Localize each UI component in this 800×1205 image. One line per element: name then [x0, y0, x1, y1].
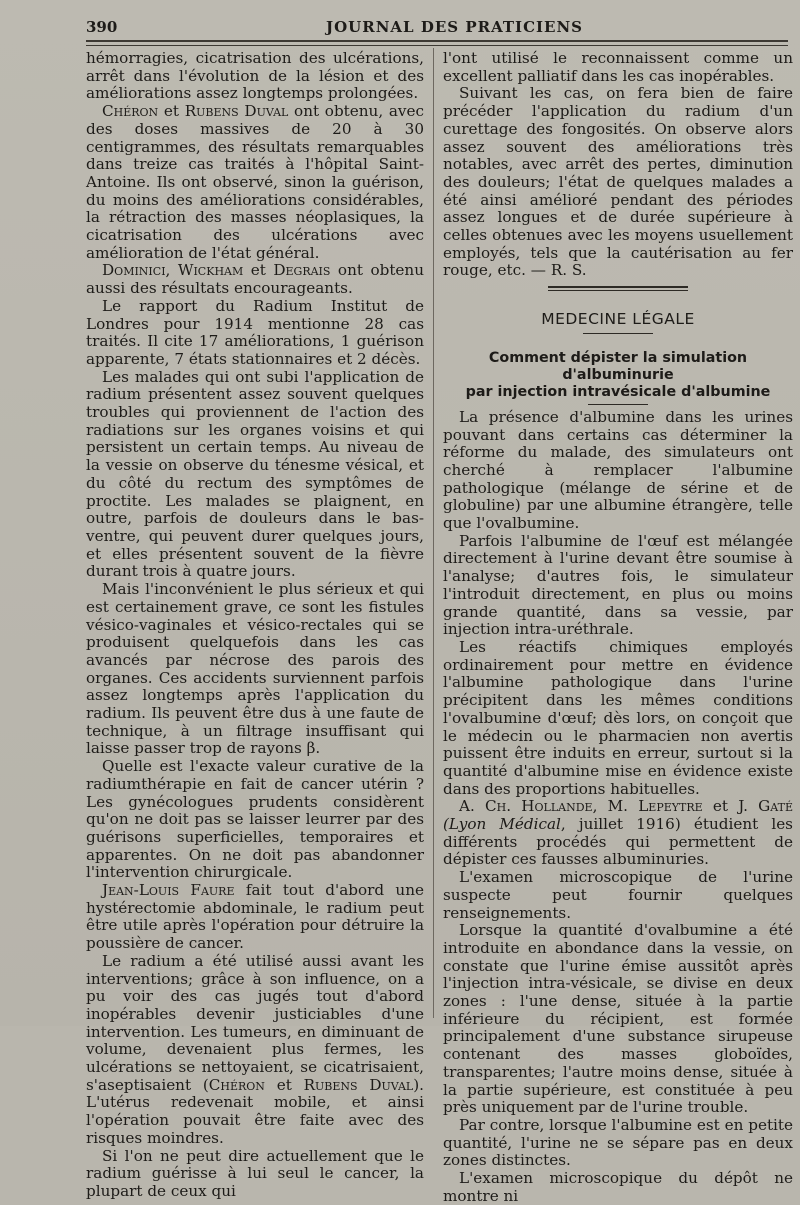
- paragraph: Jean-Louis Faure fait tout d'abord une hystérectomie abdominale, le radium peut être utile après l'opération pour détruire la poussière de cancer.: [86, 881, 424, 953]
- paragraph: Parfois l'albumine de l'œuf est mélangée directement à l'urine devant être soumise à l'analyse; d'autres fois, le simulateur l'introduit directement, en plus ou moins grande quantité, dans sa vessie, par injection intra-uréthrale.: [443, 531, 793, 639]
- paragraph: A. Ch. Hollande, M. Lepeytre et J. Gaté (Lyon Médical, juillet 1916) étudient les différents procédés qui permettent de dépister ces fausses albuminuries.: [443, 797, 793, 869]
- paragraph: l'ont utilisé le reconnaissent comme un excellent palliatif dans les cas inopérables.: [443, 49, 793, 85]
- author-name: Chéron: [102, 102, 159, 121]
- paragraph: La présence d'albumine dans les urines pouvant dans certains cas déterminer la réforme du malade, des simulateurs ont cherché à remplacer l'albumine pathologique (mélange de sérine et de globuline) par une albumine étrangère, telle que l'ovalbumine.: [443, 407, 793, 533]
- paragraph: Les réactifs chimiques employés ordinairement pour mettre en évidence l'albumine pathologique dans l'urine précipitent dans les mêmes conditions l'ovalbumine d'œuf; dès lors, on conçoit que le médecin ou le pharmacien non avertis puissent être induits en erreur, surtout si la quantité d'albumine mise en évidence existe dans des proportions habituelles.: [443, 637, 793, 798]
- right-column: [443, 50, 793, 1205]
- paragraph: Les malades qui ont subi l'application de radium présentent assez souvent quelques troubles qui proviennent de l'action des radiations sur les organes voisins et qui persistent un certain temps. Au niveau de la vessie on observe du ténesme vésical, et du côté du rectum des symptômes de proctite. Les malades se plaignent, en outre, parfois de douleurs dans le bas-ventre, qui peuvent durer quelques jours, et elles présentent souvent de la fièvre durant trois à quatre jours.: [86, 367, 424, 581]
- header-rule: [86, 40, 788, 46]
- section-separator: [548, 286, 688, 291]
- paragraph: Chéron et Rubens Duval ont obtenu, avec des doses massives de 20 à 30 centigrammes, des résultats remarquables dans treize cas traités à l'hôpital Saint-Antoine. Ils ont observé, sinon la guérison, du moins des améliorations considérables, la rétraction des masses néoplasiques, la cicatrisation des ulcérations avec amélioration de l'état général.: [86, 102, 425, 262]
- section-title-rule: [583, 333, 653, 334]
- paragraph: Mais l'inconvénient le plus sérieux et qui est certainement grave, ce sont les fistules vésico-vaginales et vésico-rectales qui se produisent quelquefois dans les cas avancés par nécrose des parois des organes. Ces accidents surviennent parfois assez longtemps après l'application du radium. Ils peuvent être dus à une faute de technique, à un filtrage insuffisant qui laisse passer trop de rayons β.: [86, 580, 424, 758]
- author-name: Jean-Louis Faure: [102, 881, 235, 900]
- author-name: Dominici, Wickham: [102, 261, 244, 280]
- left-column: [86, 50, 424, 1201]
- journal-title: JOURNAL DES PRATICIENS: [326, 18, 583, 36]
- article-title: [443, 350, 793, 401]
- paragraph: Le radium a été utilisé aussi avant les interventions; grâce à son influence, on a pu voir des cas jugés tout d'abord inopérables devenir justiciables d'une intervention. Les tumeurs, en diminuant de volume, devenaient plus fermes, les ulcérations se nettoyaient, se cicatrisaient, s'aseptisaient (Chéron et Rubens Duval). L'utérus redevenait mobile, et ainsi l'opération pouvait être faite avec des risques moindres.: [86, 951, 424, 1147]
- article-title-rule: [588, 404, 648, 405]
- paragraph: L'examen microscopique du dépôt ne montre ni: [443, 1169, 793, 1205]
- paragraph: Le rapport du Radium Institut de Londres pour 1914 mentionne 28 cas traités. Il cite 17 améliorations, 1 guérison apparente, 7 états stationnaires et 2 décès.: [86, 296, 424, 368]
- paragraph: Suivant les cas, on fera bien de faire précéder l'application du radium d'un curettage des fongosités. On observe alors assez souvent des améliorations très notables, avec arrêt des pertes, diminution des douleurs; l'état de quelques malades a été ainsi amélioré pendant des périodes assez longues et de durée supérieure à celles obtenues avec les moyens usuellement employés, tels que la cautérisation au fer rouge, etc. — R. S.: [443, 84, 793, 280]
- article-title-line: par injection intravésicale d'albumine: [465, 383, 771, 400]
- paragraph: L'examen microscopique de l'urine suspecte peut fournir quelques renseignements.: [443, 868, 793, 922]
- paragraph: Quelle est l'exacte valeur curative de la radiumthérapie en fait de cancer utérin ? Les gynécologues prudents considèrent qu'on ne doit pas se laisser leurrer par des guérisons superficielles, temporaires et apparentes. On ne doit pas abandonner l'intervention chirurgicale.: [86, 757, 424, 882]
- paragraph: Par contre, lorsque l'albumine est en petite quantité, l'urine ne se sépare pas en deux zones distinctes.: [443, 1115, 793, 1170]
- paragraph: hémorragies, cicatrisation des ulcérations, arrêt dans l'évolution de la lésion et des améliorations assez longtemps prolongées.: [86, 49, 424, 103]
- journal-reference: (Lyon Médical: [443, 815, 561, 834]
- article-title-line: Comment dépister la simulation d'albuminurie: [488, 349, 748, 383]
- paragraph: Si l'on ne peut dire actuellement que le radium guérisse à lui seul le cancer, la plupart de ceux qui: [86, 1146, 424, 1200]
- author-name: Gaté: [758, 797, 793, 816]
- paragraph: Lorsque la quantité d'ovalbumine a été introduite en abondance dans la vessie, on constate que l'urine émise aussitôt après l'injection intra-vésicale, se divise en deux zones : l'une dense, située à la partie inférieure du récipient, est formée principalement d'une substance sirupeuse contenant des masses globoïdes, transparentes; l'autre moins dense, située à la partie supérieure, est constituée à peu près uniquement par de l'urine trouble.: [443, 921, 793, 1117]
- page-number: 390: [86, 18, 118, 36]
- section-title: MEDECINE LÉGALE: [541, 310, 695, 329]
- author-name: Rubens Duval: [184, 102, 289, 121]
- author-name: Rubens Duval: [303, 1075, 414, 1094]
- author-name: Degrais: [273, 261, 331, 280]
- author-name: Ch. Hollande, M. Lepeytre: [485, 797, 703, 816]
- author-name: Chéron: [208, 1075, 265, 1094]
- paragraph: Dominici, Wickham et Degrais ont obtenu aussi des résultats encourageants.: [86, 261, 424, 298]
- column-divider: [433, 48, 434, 1018]
